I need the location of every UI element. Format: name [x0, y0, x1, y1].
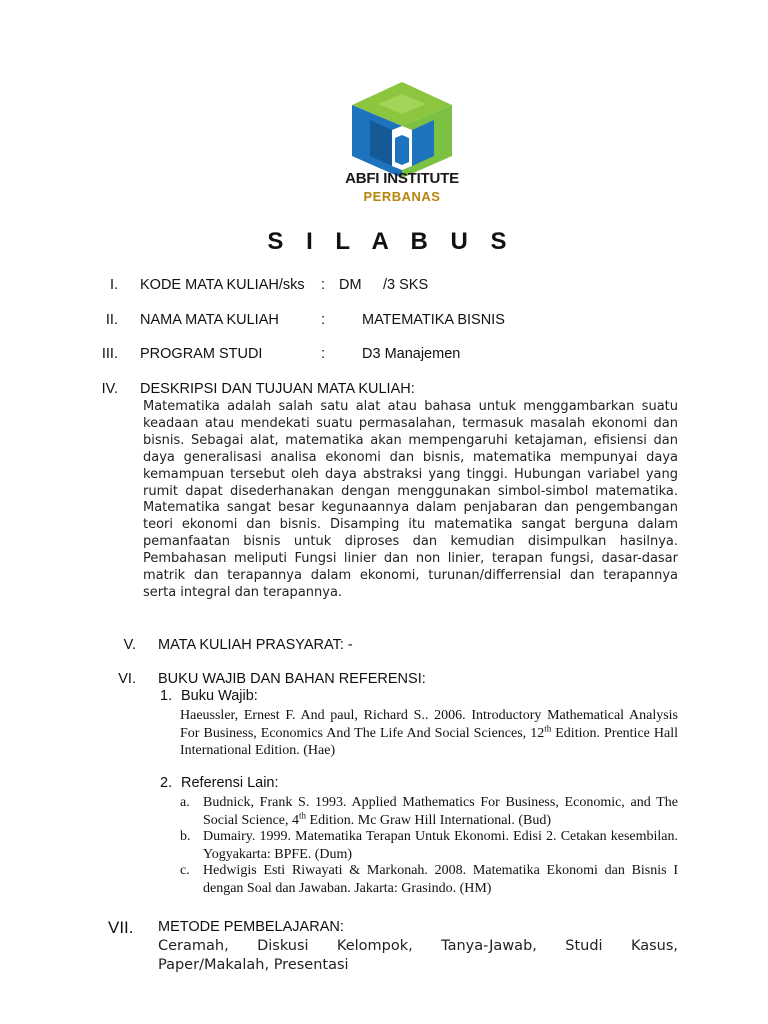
institute-subtitle: PERBANAS	[363, 189, 441, 204]
page-title: S I L A B U S	[267, 228, 515, 255]
edition-superscript: th	[544, 722, 552, 733]
reference-item-b: Dumairy. 1999. Matematika Terapan Untuk Ekonomi. Edisi 2. Cetakan kesembilan. Yogyakarta: BPFE. (Dum)	[203, 829, 678, 862]
course-code-value: DM	[339, 277, 362, 293]
other-references-label: Referensi Lain:	[181, 775, 279, 791]
required-book-text-end: Edition. Prentice Hall International Edition. (Hae)	[180, 725, 679, 758]
institute-name: ABFI INSTITUTE	[345, 170, 459, 187]
course-description: Matematika adalah salah satu alat atau bahasa untuk menggambarkan suatu keadaan atau mendekati suatu permasalahan, termasuk masalah ekonomi dan bisnis. Sebagai alat, matematika akan mempengaruhi ketajaman, efisiensi dan daya generalisasi analisa ekonomi dan bisnis, matematika mempunyai daya kemampuan tersebut oleh daya abstraksi yang tinggi. Hubungan variabel yang rumit dapat disederhanakan dengan menggunakan simbol-simbol matematika. Matematika sangat besar kegunaannya dalam penjabaran dan pengembangan teori ekonomi dan bisnis. Disamping itu matematika sangat berguna dalam pemanfaatan bisnis untuk diproses dan kemudian disimpulkan hasilnya. Pembahasan meliputi Fungsi linier dan non linier, terapan fungsi, dasar-dasar matrik dan terapannya dalam ekonomi, turunan/differrensial dan terapannya serta integral dan terapannya.	[143, 399, 678, 600]
learning-methods	[158, 937, 678, 975]
section-7-label: METODE PEMBELAJARAN:	[158, 919, 344, 935]
section-6-number: VI.	[118, 671, 136, 687]
section-3-separator: :	[321, 346, 326, 362]
learning-methods-line-1: Ceramah, Diskusi Kelompok, Tanya-Jawab, Studi Kasus,	[158, 938, 678, 954]
course-name-value: MATEMATIKA BISNIS	[362, 312, 505, 328]
reference-marker-c: c.	[180, 863, 190, 878]
required-books-label: Buku Wajib:	[181, 688, 258, 704]
section-5-number: V.	[123, 637, 136, 653]
section-4-number: IV.	[101, 381, 118, 397]
reference-a-text: Budnick, Frank S. 1993. Applied Mathematics For Business, Economic, and The Social Science, 4	[203, 795, 678, 828]
section-6-label: BUKU WAJIB DAN BAHAN REFERENSI:	[158, 671, 426, 687]
required-book-text: Haeussler, Ernest F. And paul, Richard S.. 2006. Introductory Mathematical Analysis For Business, Economics And The Life And Social Sciences, 12	[180, 708, 678, 741]
section-2-label: NAMA MATA KULIAH	[140, 312, 279, 328]
cube-logo-icon	[348, 80, 456, 180]
reference-marker-a: a.	[180, 795, 190, 810]
reference-a-text-end: Edition. Mc Graw Hill International. (Bud)	[306, 812, 551, 828]
section-1-label: KODE MATA KULIAH/sks	[140, 277, 305, 293]
section-3-number: III.	[101, 346, 118, 362]
reference-marker-b: b.	[180, 829, 191, 844]
section-1-separator: :	[321, 277, 326, 293]
section-7-number: VII.	[108, 918, 134, 937]
reference-item-a	[203, 794, 678, 829]
other-references-number: 2.	[160, 775, 173, 791]
reference-item-c: Hedwigis Esti Riwayati & Markonah. 2008. Matematika Ekonomi dan Bisnis I dengan Soal dan Jawaban. Jakarta: Grasindo. (HM)	[203, 863, 678, 896]
required-books-number: 1.	[160, 688, 173, 704]
section-2-number: II.	[105, 312, 118, 328]
course-credits-value: /3 SKS	[383, 277, 429, 293]
section-2-separator: :	[321, 312, 326, 328]
learning-methods-line-2: Paper/Makalah, Presentasi	[158, 957, 349, 973]
required-book-entry	[180, 707, 678, 760]
reference-a-superscript: th	[299, 809, 307, 820]
study-program-value: D3 Manajemen	[362, 346, 461, 362]
section-3-label: PROGRAM STUDI	[140, 346, 263, 362]
section-1-number: I.	[109, 277, 118, 293]
institute-logo	[348, 80, 456, 180]
section-4-label: DESKRIPSI DAN TUJUAN MATA KULIAH:	[140, 381, 415, 397]
section-5-label: MATA KULIAH PRASYARAT: -	[158, 637, 353, 653]
